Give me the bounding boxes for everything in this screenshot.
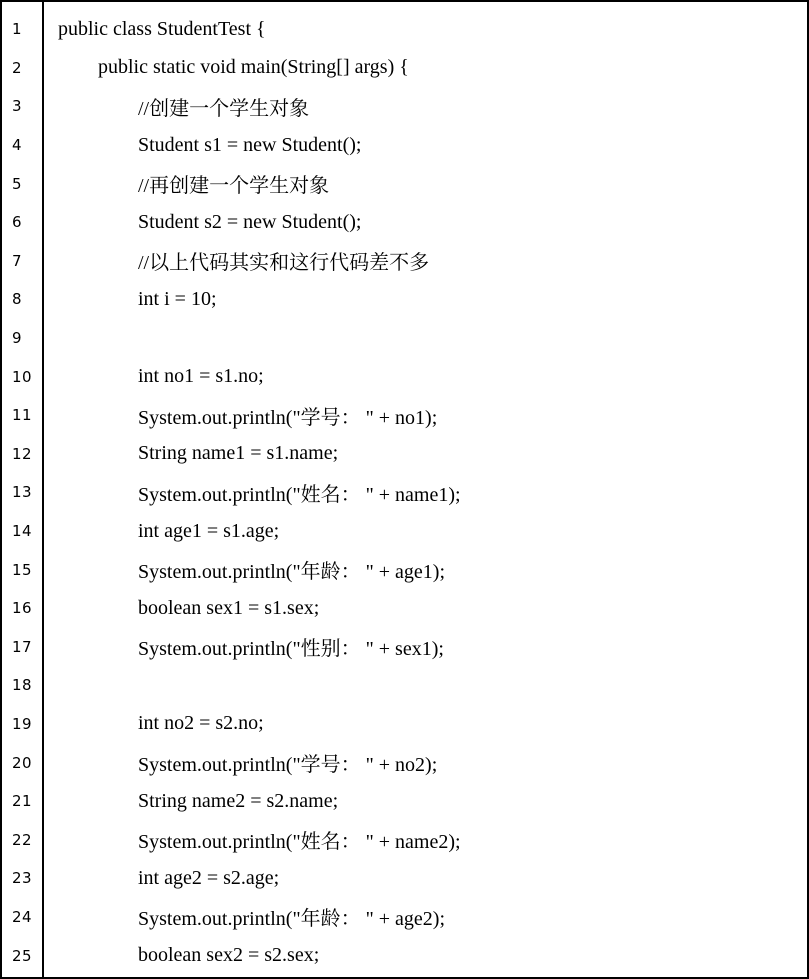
code-text: System.out.println("姓名： " + name1); <box>138 483 461 506</box>
line-number: 21 <box>12 792 33 811</box>
code-line <box>2 473 807 512</box>
code-line <box>2 357 807 396</box>
code-text: boolean sex2 = s2.sex; <box>138 944 320 967</box>
code-line <box>2 87 807 126</box>
code-text: int age2 = s2.age; <box>138 866 280 889</box>
line-number: 10 <box>12 367 33 386</box>
code-line <box>2 705 807 744</box>
code-line <box>2 550 807 589</box>
line-number: 17 <box>12 637 33 656</box>
line-number: 20 <box>12 753 33 772</box>
code-line <box>2 10 807 49</box>
code-line <box>2 782 807 821</box>
line-number: 3 <box>12 97 23 116</box>
code-text: int age1 = s1.age; <box>138 519 280 542</box>
line-number: 4 <box>12 136 23 155</box>
line-number: 16 <box>12 599 33 618</box>
code-line <box>2 743 807 782</box>
code-line <box>2 666 807 705</box>
code-text: int no1 = s1.no; <box>138 365 264 388</box>
code-text: System.out.println("姓名： " + name2); <box>138 831 461 854</box>
line-number: 2 <box>12 58 23 77</box>
code-text: int no2 = s2.no; <box>138 712 264 735</box>
line-number: 14 <box>12 522 33 541</box>
line-number: 12 <box>12 444 33 463</box>
code-text: System.out.println("学号： " + no2); <box>138 754 438 777</box>
code-line <box>2 203 807 242</box>
code-text: int i = 10; <box>138 287 217 310</box>
code-line <box>2 280 807 319</box>
code-line <box>2 242 807 281</box>
code-text: System.out.println("学号： " + no1); <box>138 406 438 429</box>
code-text: Student s2 = new Student(); <box>138 210 362 233</box>
line-number: 22 <box>12 830 33 849</box>
line-number: 23 <box>12 869 33 888</box>
line-number: 5 <box>12 174 23 193</box>
line-number: 9 <box>12 329 23 348</box>
line-number: 25 <box>12 946 33 965</box>
code-text: public static void main(String[] args) { <box>98 56 409 79</box>
code-line <box>2 319 807 358</box>
line-number: 18 <box>12 676 33 695</box>
code-text: boolean sex1 = s1.sex; <box>138 596 320 619</box>
code-text: System.out.println("年龄： " + age1); <box>138 561 446 584</box>
code-line <box>2 49 807 88</box>
code-line <box>2 435 807 474</box>
line-number: 8 <box>12 290 23 309</box>
code-text: System.out.println("性别： " + sex1); <box>138 638 444 661</box>
code-line <box>2 512 807 551</box>
code-line <box>2 396 807 435</box>
code-text: System.out.println("年龄： " + age2); <box>138 908 446 931</box>
code-line <box>2 589 807 628</box>
line-number-gutter-divider <box>42 2 44 977</box>
line-number: 19 <box>12 714 33 733</box>
code-line <box>2 164 807 203</box>
code-text: Student s1 = new Student(); <box>138 133 362 156</box>
code-line <box>2 859 807 898</box>
code-text: //再创建一个学生对象 <box>138 175 330 198</box>
code-line <box>2 628 807 667</box>
code-line <box>2 936 807 975</box>
code-text: //以上代码其实和这行代码差不多 <box>138 252 430 275</box>
line-number: 13 <box>12 483 33 502</box>
code-line <box>2 820 807 859</box>
code-text: //创建一个学生对象 <box>138 97 310 120</box>
line-number: 24 <box>12 907 33 926</box>
line-number: 7 <box>12 251 23 270</box>
code-text: String name1 = s1.name; <box>138 442 339 465</box>
code-text: String name2 = s2.name; <box>138 789 339 812</box>
code-line <box>2 126 807 165</box>
line-number: 1 <box>12 20 23 39</box>
code-text: public class StudentTest { <box>58 17 266 40</box>
line-number: 15 <box>12 560 33 579</box>
code-line <box>2 898 807 937</box>
line-number: 6 <box>12 213 23 232</box>
line-number: 11 <box>12 406 33 425</box>
